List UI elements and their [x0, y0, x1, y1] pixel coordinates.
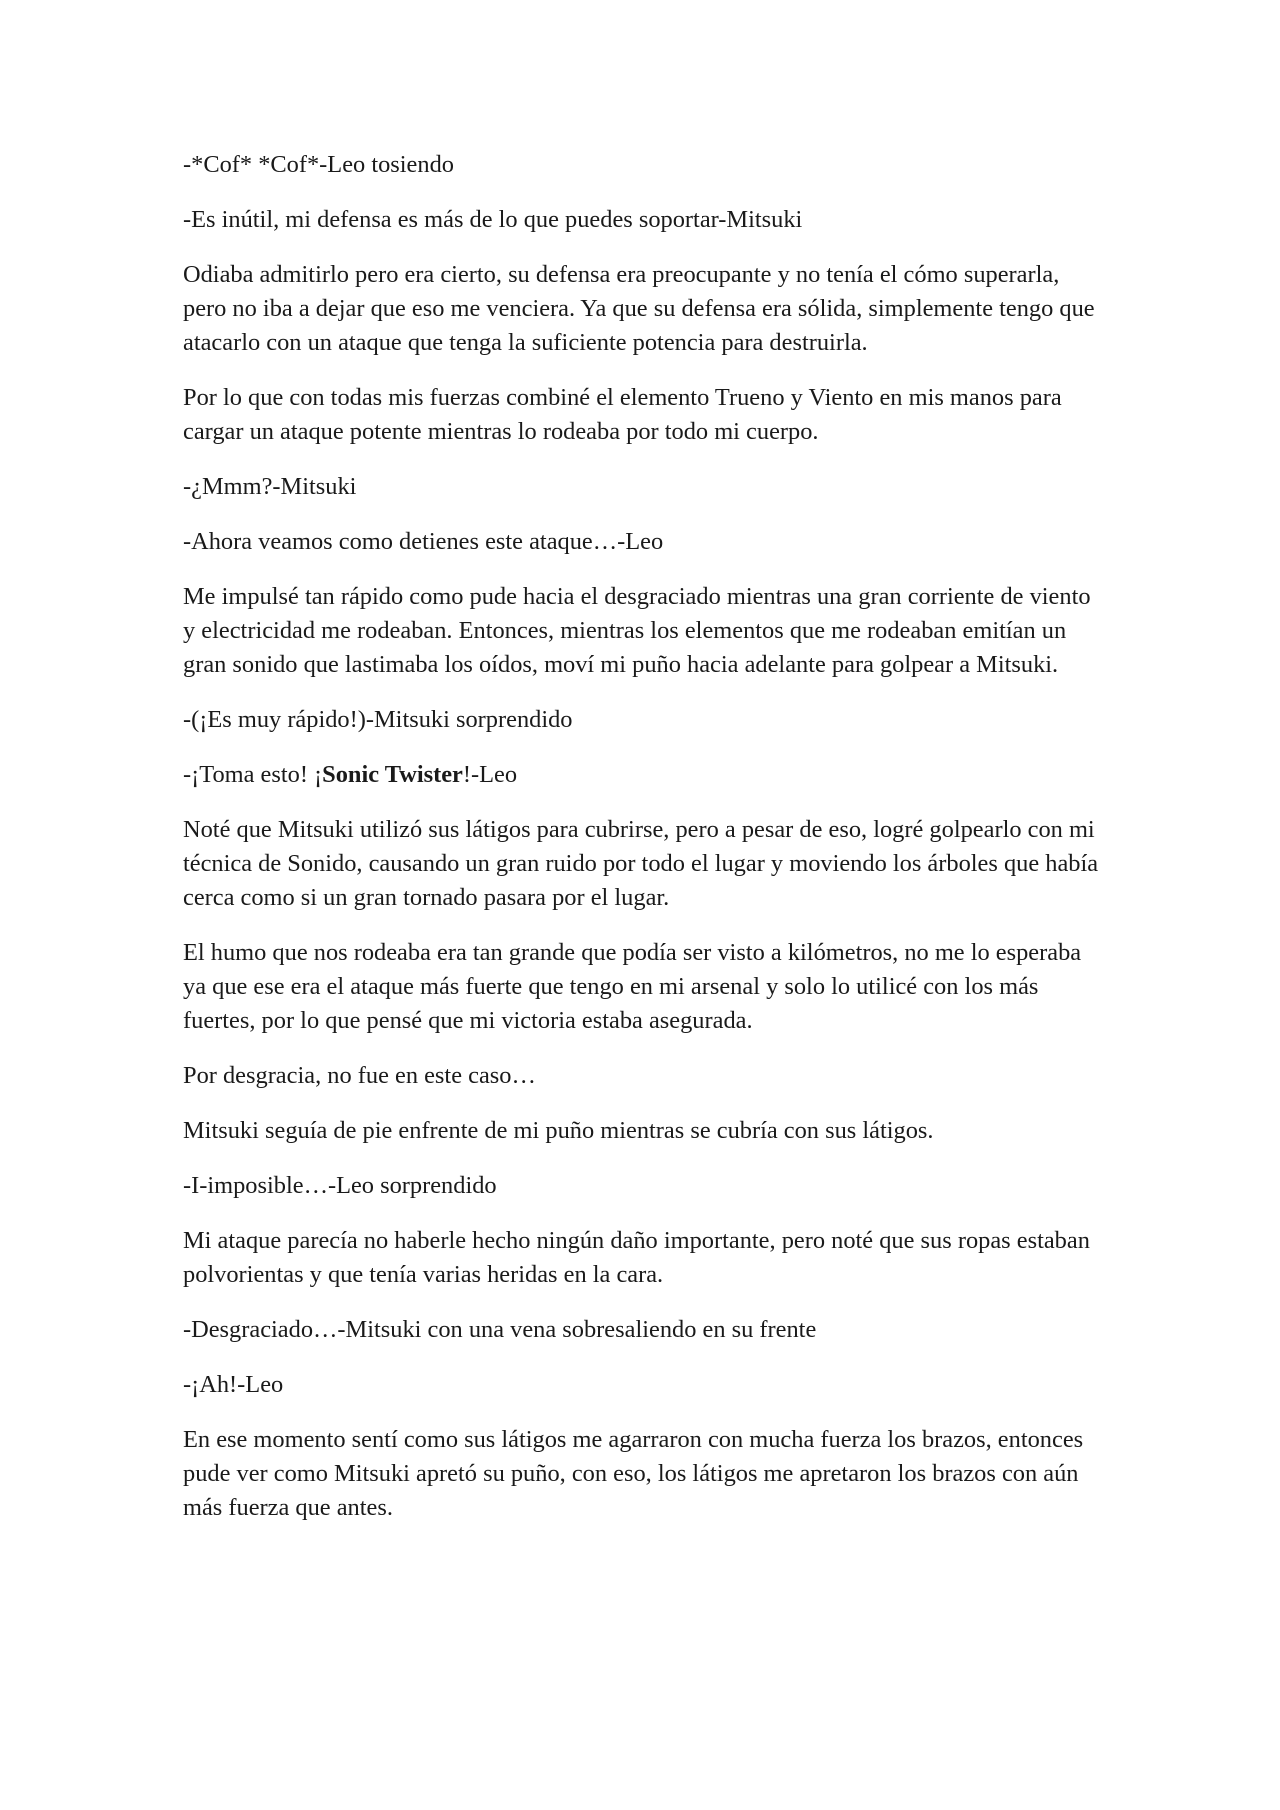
paragraph: -¡Ah!-Leo — [183, 1371, 284, 1398]
paragraph: Me impulsé tan rápido como pude hacia el desgraciado mientras una gran corriente de viento y electricidad me rodeaban. Entonces, mientras los elementos que me rodeaban emitían un gran sonido que lastimaba los oídos, moví mi puño hacia adelante para golpear a Mitsuki. — [183, 583, 1091, 678]
paragraph: -¿Mmm?-Mitsuki — [183, 473, 357, 500]
paragraph: Por desgracia, no fue en este caso… — [183, 1062, 536, 1089]
paragraph: -I-imposible…-Leo sorprendido — [183, 1172, 497, 1199]
paragraph: -Desgraciado…-Mitsuki con una vena sobresaliendo en su frente — [183, 1316, 817, 1343]
paragraph: En ese momento sentí como sus látigos me agarraron con mucha fuerza los brazos, entonces pude ver como Mitsuki apretó su puño, con eso, los látigos me apretaron los brazos con aún más fuerza que antes. — [183, 1426, 1084, 1521]
paragraph-text: !-Leo — [462, 761, 518, 788]
paragraph: -*Cof* *Cof*-Leo tosiendo — [183, 151, 454, 178]
document-body — [183, 148, 1103, 1546]
paragraph: -Es inútil, mi defensa es más de lo que puedes soportar-Mitsuki — [183, 206, 803, 233]
paragraph-with-bold — [183, 758, 1103, 792]
paragraph: Por lo que con todas mis fuerzas combiné el elemento Trueno y Viento en mis manos para cargar un ataque potente mientras lo rodeaba por todo mi cuerpo. — [183, 384, 1062, 445]
paragraph: -Ahora veamos como detienes este ataque…-Leo — [183, 528, 664, 555]
paragraph-text: -¡Toma esto! ¡ — [183, 761, 323, 788]
paragraph: -(¡Es muy rápido!)-Mitsuki sorprendido — [183, 706, 573, 733]
paragraph: El humo que nos rodeaba era tan grande que podía ser visto a kilómetros, no me lo esperaba ya que ese era el ataque más fuerte que tengo en mi arsenal y solo lo utilicé con los más fuertes, por lo que pensé que mi victoria estaba asegurada. — [183, 939, 1082, 1034]
paragraph: Noté que Mitsuki utilizó sus látigos para cubrirse, pero a pesar de eso, logré golpearlo con mi técnica de Sonido, causando un gran ruido por todo el lugar y moviendo los árboles que había cerca como si un gran tornado pasara por el lugar. — [183, 816, 1099, 911]
technique-name: Sonic Twister — [322, 761, 463, 788]
paragraph: Odiaba admitirlo pero era cierto, su defensa era preocupante y no tenía el cómo superarla, pero no iba a dejar que eso me venciera. Ya que su defensa era sólida, simplemente tengo que atacarlo con un ataque que tenga la suficiente potencia para destruirla. — [183, 261, 1095, 356]
paragraph: Mi ataque parecía no haberle hecho ningún daño importante, pero noté que sus ropas estaban polvorientas y que tenía varias heridas en la cara. — [183, 1227, 1090, 1288]
paragraph: Mitsuki seguía de pie enfrente de mi puño mientras se cubría con sus látigos. — [183, 1117, 934, 1144]
